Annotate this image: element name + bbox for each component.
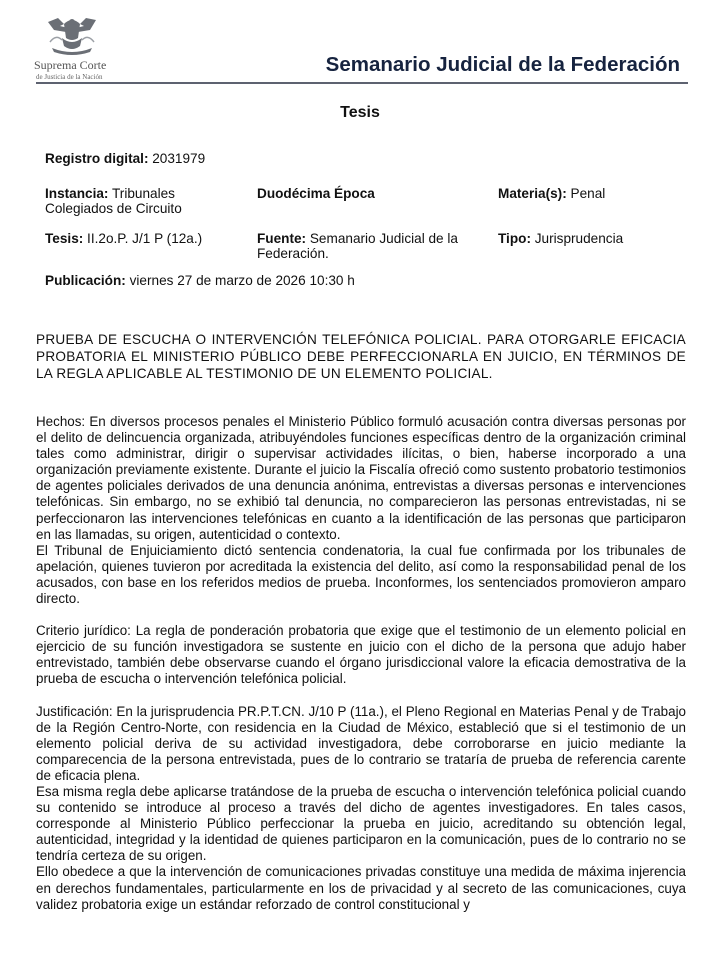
header-divider (36, 82, 688, 84)
meta-label: Materia(s): (498, 186, 567, 201)
logo-subtitle: de Justicia de la Nación (36, 73, 103, 81)
meta-value: Jurisprudencia (530, 231, 624, 246)
paragraph-justificacion-2: Esa misma regla debe aplicarse tratándose de la prueba de escucha o intervención telefónica policial cuando su contenido se introduce al proceso a través del dicho de agentes investigadores. En tales casos, corresponde al Ministerio Público perfeccionar la prueba en juicio, acreditando su obtención legal, autenticidad, integridad y la identidad de quienes participaron en la comunicación, pues de lo contrario no se tendría certeza de su origen. (36, 783, 686, 864)
thesis-title: PRUEBA DE ESCUCHA O INTERVENCIÓN TELEFÓNICA POLICIAL. PARA OTORGARLE EFICACIA PROBATORIA EL MINISTERIO PÚBLICO DEBE PERFECCIONARLA EN JUICIO, EN TÉRMINOS DE LA REGLA APLICABLE AL TESTIMONIO DE UN ELEMENTO POLICIAL. (36, 332, 686, 381)
meta-publicacion (45, 273, 355, 288)
logo-name: Suprema Corte (34, 58, 107, 72)
page-header (0, 0, 720, 90)
meta-value: Tribunales Colegiados de Circuito (45, 186, 182, 216)
meta-label: Fuente: (257, 231, 307, 246)
meta-value: viernes 27 de marzo de 2026 10:30 h (125, 273, 355, 288)
meta-epoca (257, 186, 375, 201)
paragraph-hechos: Hechos: En diversos procesos penales el Ministerio Público formuló acusación contra diversas personas por el delito de delincuencia organizada, atribuyéndoles funciones específicas dentro de la organización criminal tales como administrar, dirigir o supervisar actividades ilícitas, o bien, haberse incorporado a una organización previamente existente. Durante el juicio la Fiscalía ofreció como sustento probatorio testimonios de agentes policiales derivados de una denuncia anónima, entrevistas a diversas personas e intervenciones telefónicas. Sin embargo, no se exhibió tal denuncia, no comparecieron las personas entrevistadas, ni se perfeccionaron las intervenciones telefónicas en cuanto a la identificación de las personas que participaron en las llamadas, su origen, autenticidad o contexto. (36, 414, 686, 542)
meta-value: Semanario Judicial de la Federación. (257, 231, 458, 261)
meta-value: 2031979 (148, 151, 206, 166)
thesis-body (36, 414, 686, 913)
meta-value: II.2o.P. J/1 P (12a.) (83, 231, 203, 246)
meta-registro (45, 151, 205, 166)
meta-instancia (45, 186, 225, 216)
document-type-heading: Tesis (340, 104, 380, 121)
meta-label: Duodécima Época (257, 186, 375, 201)
meta-label: Registro digital: (45, 151, 149, 166)
meta-fuente (257, 231, 482, 261)
meta-label: Tesis: (45, 231, 84, 246)
eagle-emblem-icon (40, 12, 104, 56)
paragraph-hechos-continued: El Tribunal de Enjuiciamiento dictó sentencia condenatoria, la cual fue confirmada por los tribunales de apelación, quienes tuvieron por acreditada la existencia del delito, así como la responsabilidad penal de los acusados, con base en los referidos medios de prueba. Inconformes, los sentenciados promovieron amparo directo. (36, 542, 686, 607)
paragraph-criterio: Criterio jurídico: La regla de ponderación probatoria que exige que el testimonio de un elemento policial en ejercicio de su función investigadora se sustente en juicio con el dicho de la persona que adujo haber entrevistado, también debe observarse cuando el órgano jurisdiccional valore la eficacia demostrativa de la prueba de escucha o intervención telefónica policial. (36, 623, 686, 687)
meta-label: Tipo: (498, 231, 531, 246)
paragraph-justificacion-3: Ello obedece a que la intervención de comunicaciones privadas constituye una medida de máxima injerencia en derechos fundamentales, particularmente en los de privacidad y al secreto de las comunicaciones, cuya validez probatoria exige un estándar reforzado de control constitucional y (36, 864, 686, 912)
meta-label: Instancia: (45, 186, 109, 201)
meta-materia (498, 186, 605, 201)
meta-label: Publicación: (45, 273, 126, 288)
meta-tipo (498, 231, 623, 246)
scjn-logo[interactable] (34, 12, 124, 81)
site-title[interactable]: Semanario Judicial de la Federación (325, 53, 680, 76)
paragraph-justificacion: Justificación: En la jurisprudencia PR.P.T.CN. J/10 P (11a.), el Pleno Regional en Materias Penal y de Trabajo de la Región Centro-Norte, con residencia en la Ciudad de México, estableció que si el testimonio de un elemento policial deriva de su actividad investigadora, debe corroborarse en juicio mediante la comparecencia de la persona entrevistada, pues de lo contrario se trataría de prueba de referencia carente de eficacia plena. (36, 703, 686, 783)
meta-value: Penal (566, 186, 606, 201)
meta-tesis (45, 231, 202, 246)
